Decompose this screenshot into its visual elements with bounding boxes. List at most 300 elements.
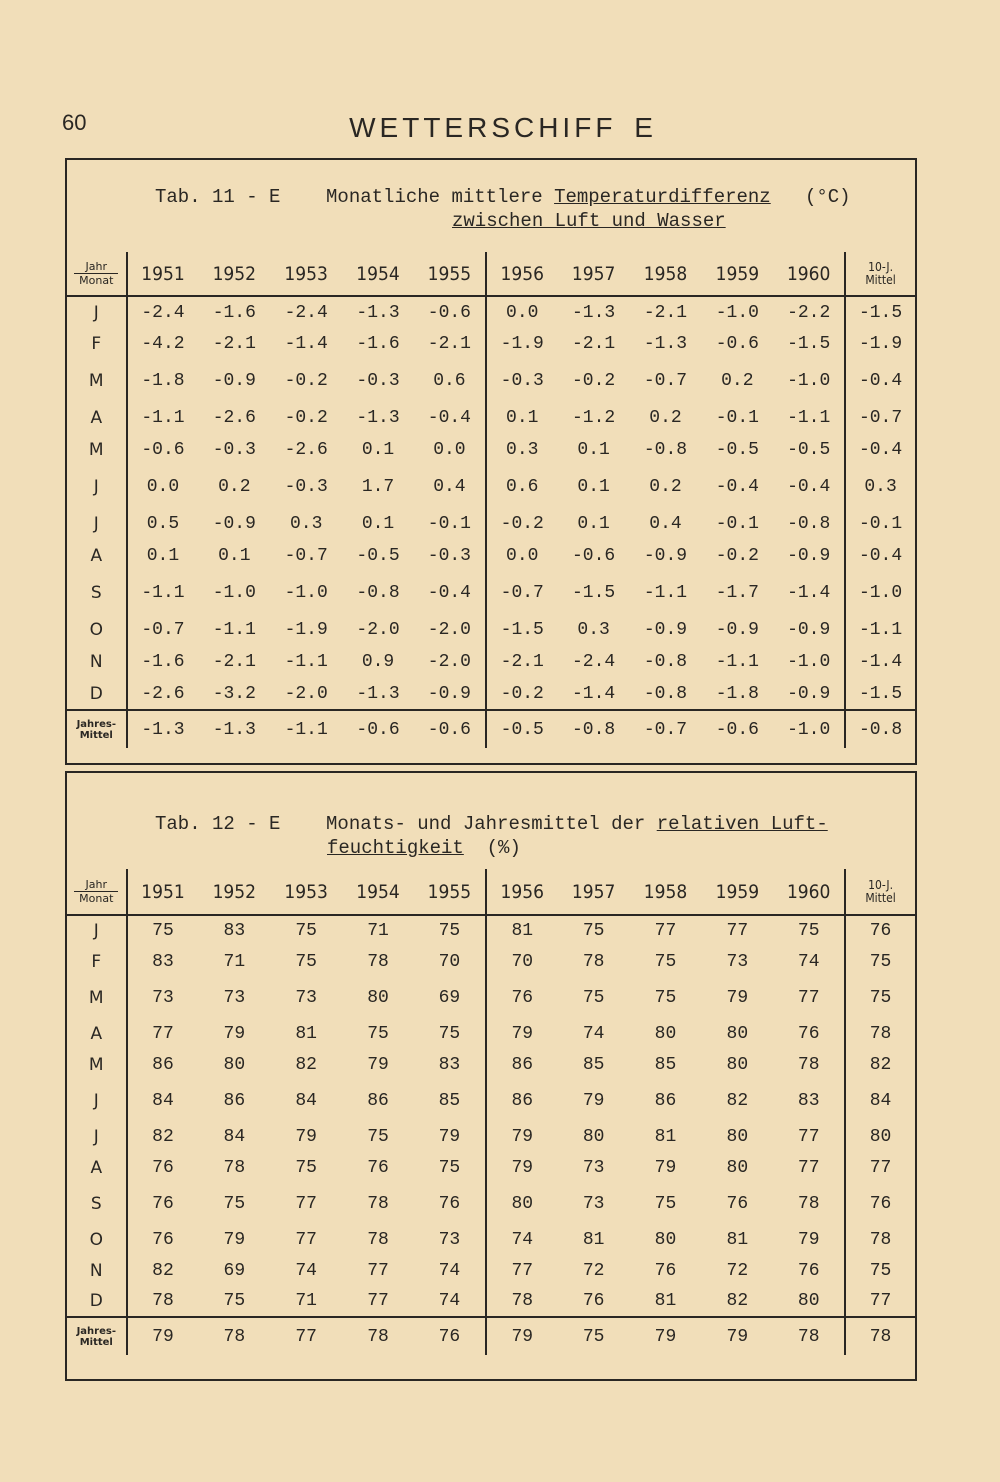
- table-cell: 0.1: [486, 402, 558, 434]
- table-row: [67, 508, 915, 540]
- table-cell: 78: [367, 1229, 389, 1250]
- table-cell: -0.6: [572, 546, 616, 566]
- table-cell: -2.0: [284, 683, 328, 704]
- annual-label-line1: Jahres-: [76, 1325, 116, 1337]
- table-cell: -2.1: [212, 652, 256, 672]
- table-cell: -4.2: [141, 334, 185, 354]
- table-cell: -0.4: [427, 583, 471, 603]
- table-cell: 73: [295, 987, 317, 1008]
- month-label: D: [67, 1286, 127, 1317]
- table-cell: 0.3: [289, 514, 323, 534]
- table-cell: 80: [654, 1023, 677, 1044]
- year-header: 1956: [486, 252, 558, 296]
- table-cell: -0.7: [486, 572, 558, 614]
- table-11: [65, 158, 917, 765]
- table-cell: -0.3: [212, 440, 256, 460]
- month-label: J: [67, 508, 127, 540]
- table-cell: -0.4: [845, 360, 915, 402]
- table-cell: -0.3: [486, 360, 558, 402]
- table-row: [67, 1255, 915, 1286]
- table-cell: -1.1: [141, 408, 185, 428]
- annual-cell: 79: [486, 1317, 558, 1355]
- annual-cell: 79: [127, 1317, 199, 1355]
- table-cell: -0.1: [715, 514, 759, 534]
- table-cell: -0.4: [715, 477, 759, 497]
- table-cell: 0.3: [486, 434, 558, 466]
- table-cell: 77: [295, 1193, 317, 1214]
- table-row: [67, 572, 915, 614]
- table-cell: 79: [295, 1126, 317, 1147]
- table-cell: -0.2: [284, 371, 328, 391]
- table-cell: 0.1: [146, 546, 180, 566]
- year-header: 1958: [630, 869, 702, 915]
- table-cell: 70: [438, 951, 461, 972]
- table-cell: -1.5: [845, 678, 915, 710]
- table-cell: -0.4: [787, 477, 831, 497]
- page-number: 60: [62, 110, 87, 135]
- table-cell: 75: [654, 951, 677, 972]
- table-cell: -0.4: [845, 540, 915, 572]
- month-label: D: [67, 678, 127, 710]
- table-cell: 76: [486, 977, 558, 1018]
- month-label: A: [67, 1152, 127, 1183]
- annual-row: [67, 1317, 915, 1355]
- table-cell: -1.1: [845, 614, 915, 646]
- table-row: [67, 977, 915, 1018]
- table-cell: 0.2: [721, 371, 754, 391]
- month-label: F: [67, 328, 127, 360]
- table-cell: -1.4: [284, 334, 328, 354]
- table-cell: 77: [295, 1229, 317, 1250]
- annual-cell: 79: [630, 1317, 702, 1355]
- table-cell: 85: [582, 1054, 605, 1075]
- table-cell: 78: [797, 1054, 820, 1075]
- table-cell: 86: [223, 1090, 246, 1111]
- table-12-caption-text: Monats- und Jahresmittel der: [326, 813, 646, 835]
- table-cell: 77: [797, 987, 820, 1008]
- table-cell: 76: [438, 1193, 461, 1214]
- table-cell: -0.9: [212, 514, 256, 534]
- year-header: 1954: [342, 252, 414, 296]
- table-cell: 82: [152, 1126, 174, 1147]
- month-label: J: [67, 296, 127, 328]
- table-cell: 76: [797, 1260, 820, 1281]
- table-cell: -2.4: [572, 652, 616, 672]
- table-cell: 75: [797, 921, 820, 941]
- table-cell: 75: [438, 1023, 461, 1044]
- table-cell: 81: [726, 1229, 749, 1250]
- table-cell: 79: [486, 1018, 558, 1049]
- table-11-grid: [67, 252, 915, 748]
- year-header: 1959: [701, 252, 773, 296]
- table-cell: 82: [152, 1260, 174, 1281]
- table-cell: 79: [438, 1126, 461, 1147]
- table-cell: -0.6: [141, 440, 185, 460]
- table-cell: 69: [438, 987, 461, 1008]
- page-title-main: WETTERSCHIFF: [349, 112, 617, 143]
- table-cell: -0.4: [427, 408, 471, 428]
- table-cell: 75: [582, 987, 605, 1008]
- table-cell: -0.9: [787, 683, 831, 704]
- table-cell: -2.6: [212, 408, 256, 428]
- table-cell: -0.7: [643, 371, 688, 391]
- table-row: [67, 1121, 915, 1152]
- table-cell: 73: [726, 951, 749, 972]
- table-row: [67, 946, 915, 977]
- year-header: 1957: [558, 869, 630, 915]
- mean-header-line2: Mittel: [865, 272, 896, 287]
- table-cell: -1.8: [141, 371, 185, 391]
- table-cell: -1.1: [787, 408, 831, 428]
- table-cell: -1.3: [356, 683, 400, 704]
- table-cell: 80: [486, 1183, 558, 1224]
- table-cell: -0.2: [572, 371, 616, 391]
- table-cell: -0.9: [787, 546, 831, 566]
- table-row: [67, 1152, 915, 1183]
- table-cell: -1.5: [572, 583, 616, 603]
- corner-bottom: Monat: [79, 892, 114, 905]
- table-cell: 73: [582, 1157, 605, 1178]
- mean-header-line1: 10-J.: [868, 877, 894, 892]
- table-cell: 76: [152, 1193, 174, 1214]
- month-label: M: [67, 360, 127, 402]
- table-cell: 0.0: [433, 440, 466, 460]
- table-row: [67, 614, 915, 646]
- table-cell: 0.1: [361, 440, 395, 460]
- table-row: [67, 1018, 915, 1049]
- table-cell: 80: [367, 987, 389, 1008]
- year-header: 1956: [486, 869, 558, 915]
- table-cell: 78: [486, 1286, 558, 1317]
- table-11-caption-line2: zwischen Luft und Wasser: [452, 210, 726, 232]
- table-cell: 85: [654, 1054, 677, 1075]
- table-cell: 0.3: [845, 466, 915, 508]
- table-row: [67, 328, 915, 360]
- month-label: F: [67, 946, 127, 977]
- table-cell: 77: [797, 1157, 820, 1178]
- table-cell: -1.7: [715, 583, 759, 603]
- year-header: 1958: [630, 252, 702, 296]
- table-cell: 76: [845, 1183, 915, 1224]
- table-cell: 76: [845, 915, 915, 946]
- table-cell: -1.4: [845, 646, 915, 678]
- table-cell: 82: [295, 1054, 317, 1075]
- table-cell: 75: [367, 1126, 389, 1147]
- table-cell: -2.1: [572, 334, 616, 354]
- table-cell: -0.9: [427, 683, 471, 704]
- table-cell: -0.6: [715, 334, 759, 354]
- table-cell: 74: [486, 1224, 558, 1255]
- table-cell: 0.3: [577, 620, 610, 640]
- table-cell: -1.1: [643, 583, 688, 603]
- table-cell: 75: [152, 921, 174, 941]
- annual-cell: -1.3: [127, 710, 199, 748]
- table-cell: 81: [582, 1229, 605, 1250]
- table-cell: -1.2: [572, 408, 616, 428]
- table-cell: -2.6: [284, 440, 328, 460]
- table-cell: -1.0: [284, 583, 328, 603]
- table-cell: 80: [654, 1229, 677, 1250]
- table-cell: 86: [654, 1090, 677, 1111]
- annual-row: [67, 710, 915, 748]
- table-cell: 0.9: [361, 652, 395, 672]
- table-cell: -0.6: [427, 302, 471, 323]
- year-header: 1957: [558, 252, 630, 296]
- table-cell: -0.1: [715, 408, 759, 428]
- year-header: 1953: [270, 869, 342, 915]
- annual-cell: -0.6: [342, 710, 414, 748]
- table-cell: 75: [438, 1157, 461, 1178]
- table-cell: -1.9: [486, 328, 558, 360]
- table-cell: -0.8: [787, 514, 831, 534]
- table-cell: -1.3: [356, 302, 400, 323]
- year-header: 1952: [198, 869, 270, 915]
- table-cell: -0.2: [284, 408, 328, 428]
- table-cell: 82: [845, 1049, 915, 1080]
- annual-label-line2: Mittel: [79, 1336, 113, 1348]
- table-cell: 0.1: [577, 440, 610, 460]
- mean-header: [845, 252, 915, 296]
- annual-label: [67, 1317, 127, 1355]
- table-12-caption-line2: feuchtigkeit: [327, 837, 464, 859]
- annual-cell: -0.8: [845, 710, 915, 748]
- table-cell: 70: [486, 946, 558, 977]
- table-cell: 84: [845, 1080, 915, 1121]
- annual-cell: 78: [845, 1317, 915, 1355]
- table-cell: -1.6: [141, 652, 185, 672]
- table-cell: 75: [223, 1291, 246, 1311]
- table-cell: 0.6: [433, 371, 466, 391]
- table-cell: 80: [726, 1023, 749, 1044]
- table-cell: -0.9: [643, 546, 688, 566]
- table-row: [67, 1224, 915, 1255]
- month-label: A: [67, 1018, 127, 1049]
- table-cell: 75: [582, 921, 605, 941]
- table-row: [67, 540, 915, 572]
- table-cell: -0.7: [845, 402, 915, 434]
- annual-label-line1: Jahres-: [76, 718, 116, 730]
- table-cell: 74: [295, 1260, 317, 1281]
- table-cell: -2.1: [212, 334, 256, 354]
- table-cell: -2.0: [427, 620, 471, 640]
- table-cell: 0.4: [649, 514, 682, 534]
- table-12-caption-underlined: relativen Luft-: [656, 813, 828, 835]
- corner-top: Jahr: [74, 260, 118, 274]
- table-row: [67, 434, 915, 466]
- year-header: 1959: [701, 869, 773, 915]
- table-cell: 79: [654, 1157, 677, 1178]
- table-cell: 75: [295, 921, 317, 941]
- table-cell: -2.0: [356, 620, 400, 640]
- table-cell: 79: [223, 1023, 246, 1044]
- table-cell: 80: [582, 1126, 605, 1147]
- table-cell: -2.6: [141, 683, 185, 704]
- table-cell: -0.8: [643, 652, 688, 672]
- annual-cell: 78: [342, 1317, 414, 1355]
- annual-label: [67, 710, 127, 748]
- table-cell: -0.2: [486, 678, 558, 710]
- table-cell: -0.8: [356, 583, 400, 603]
- corner-bottom: Monat: [79, 274, 114, 287]
- table-cell: -1.1: [212, 620, 256, 640]
- mean-header-line2: Mittel: [865, 890, 896, 905]
- table-cell: -1.4: [572, 683, 616, 704]
- table-cell: 79: [223, 1229, 246, 1250]
- table-cell: 77: [726, 921, 749, 941]
- table-cell: -1.5: [486, 614, 558, 646]
- table-11-caption-text: Monatliche mittlere: [326, 186, 543, 208]
- table-cell: 77: [367, 1260, 389, 1281]
- table-cell: -1.8: [715, 683, 759, 704]
- year-header: 1951: [127, 252, 199, 296]
- table-cell: 1.7: [361, 477, 395, 497]
- table-cell: 83: [797, 1090, 820, 1111]
- annual-cell: -0.6: [701, 710, 773, 748]
- mean-header: [845, 869, 915, 915]
- month-label: M: [67, 1049, 127, 1080]
- table-cell: 0.0: [486, 540, 558, 572]
- table-row: [67, 915, 915, 946]
- table-cell: 78: [797, 1193, 820, 1214]
- table-cell: -2.1: [486, 646, 558, 678]
- table-cell: 78: [152, 1291, 174, 1311]
- year-header: 1954: [342, 869, 414, 915]
- table-cell: -1.0: [212, 583, 256, 603]
- table-cell: 77: [367, 1291, 389, 1311]
- table-11-caption-underlined: Temperaturdifferenz: [554, 186, 771, 208]
- table-cell: 76: [654, 1260, 677, 1281]
- table-cell: -0.5: [787, 440, 831, 460]
- table-cell: 80: [845, 1121, 915, 1152]
- table-cell: 0.1: [577, 514, 610, 534]
- table-cell: -1.9: [284, 620, 328, 640]
- table-cell: 80: [726, 1157, 749, 1178]
- table-cell: 81: [295, 1023, 317, 1044]
- table-cell: 0.2: [649, 408, 682, 428]
- table-cell: 77: [845, 1152, 915, 1183]
- table-cell: -1.0: [787, 652, 831, 672]
- table-row: [67, 678, 915, 710]
- table-cell: -1.9: [845, 328, 915, 360]
- table-cell: 0.1: [577, 477, 610, 497]
- table-cell: 78: [845, 1018, 915, 1049]
- table-cell: 78: [367, 1193, 389, 1214]
- corner-header: [67, 252, 127, 296]
- table-12: [65, 771, 917, 1381]
- table-cell: 80: [797, 1291, 820, 1311]
- table-cell: -0.9: [715, 620, 759, 640]
- table-cell: -0.9: [643, 620, 688, 640]
- table-cell: 79: [367, 1054, 389, 1075]
- table-row: [67, 1080, 915, 1121]
- annual-cell: -0.5: [486, 710, 558, 748]
- month-label: A: [67, 540, 127, 572]
- table-cell: -2.4: [284, 302, 328, 323]
- table-cell: -0.3: [284, 477, 328, 497]
- year-header: 1960: [773, 252, 845, 296]
- year-header: 1953: [270, 252, 342, 296]
- table-cell: -1.6: [212, 302, 256, 323]
- table-cell: 82: [726, 1090, 749, 1111]
- month-label: J: [67, 915, 127, 946]
- table-12-grid: [67, 869, 915, 1355]
- table-cell: 80: [726, 1126, 749, 1147]
- corner-top: Jahr: [74, 878, 118, 892]
- table-cell: -1.6: [356, 334, 400, 354]
- table-cell: 76: [726, 1193, 749, 1214]
- table-row: [67, 1049, 915, 1080]
- table-cell: 81: [654, 1126, 677, 1147]
- table-cell: 84: [152, 1090, 174, 1111]
- table-cell: 73: [582, 1193, 605, 1214]
- table-cell: 78: [582, 951, 605, 972]
- table-cell: 78: [845, 1224, 915, 1255]
- table-cell: 72: [582, 1260, 605, 1281]
- table-cell: -0.1: [845, 508, 915, 540]
- year-header: 1955: [414, 252, 486, 296]
- table-cell: 75: [438, 921, 461, 941]
- table-cell: 76: [152, 1157, 174, 1178]
- table-cell: 81: [486, 915, 558, 946]
- table-cell: -1.5: [787, 334, 831, 354]
- table-cell: 77: [797, 1126, 820, 1147]
- table-cell: -0.1: [427, 514, 471, 534]
- table-cell: -0.2: [715, 546, 759, 566]
- table-cell: -1.1: [141, 583, 185, 603]
- table-cell: -0.3: [356, 371, 400, 391]
- table-cell: -1.0: [787, 371, 831, 391]
- mean-header-line1: 10-J.: [868, 259, 894, 274]
- table-cell: 0.6: [486, 466, 558, 508]
- table-cell: 86: [152, 1054, 174, 1075]
- table-cell: 77: [845, 1286, 915, 1317]
- month-label: S: [67, 1183, 127, 1224]
- page-title: [0, 112, 1000, 144]
- table-cell: -2.0: [427, 652, 471, 672]
- table-cell: -2.1: [427, 334, 471, 354]
- table-cell: 73: [438, 1229, 461, 1250]
- page-title-letter: E: [634, 112, 657, 143]
- table-cell: 73: [152, 987, 174, 1008]
- table-cell: 83: [152, 951, 174, 972]
- table-cell: 86: [486, 1080, 558, 1121]
- table-cell: 75: [845, 946, 915, 977]
- annual-cell: 78: [773, 1317, 845, 1355]
- table-cell: -0.7: [284, 546, 328, 566]
- table-cell: -3.2: [212, 683, 256, 704]
- table-cell: 76: [797, 1023, 820, 1044]
- month-label: N: [67, 646, 127, 678]
- table-cell: 75: [845, 977, 915, 1018]
- table-cell: 79: [486, 1121, 558, 1152]
- table-cell: 77: [654, 921, 677, 941]
- table-cell: 79: [486, 1152, 558, 1183]
- table-cell: 77: [486, 1255, 558, 1286]
- table-cell: -2.4: [141, 302, 185, 323]
- table-cell: -1.3: [572, 302, 616, 323]
- table-cell: -1.4: [787, 583, 831, 603]
- table-cell: 74: [797, 951, 820, 972]
- table-12-caption-unit: (%): [486, 837, 521, 859]
- month-label: A: [67, 402, 127, 434]
- table-cell: 71: [367, 921, 389, 941]
- table-cell: 75: [654, 987, 677, 1008]
- table-cell: -0.9: [212, 371, 256, 391]
- table-cell: 79: [726, 987, 749, 1008]
- table-cell: 82: [726, 1291, 749, 1311]
- table-cell: -0.9: [787, 620, 831, 640]
- table-cell: -0.3: [427, 546, 471, 566]
